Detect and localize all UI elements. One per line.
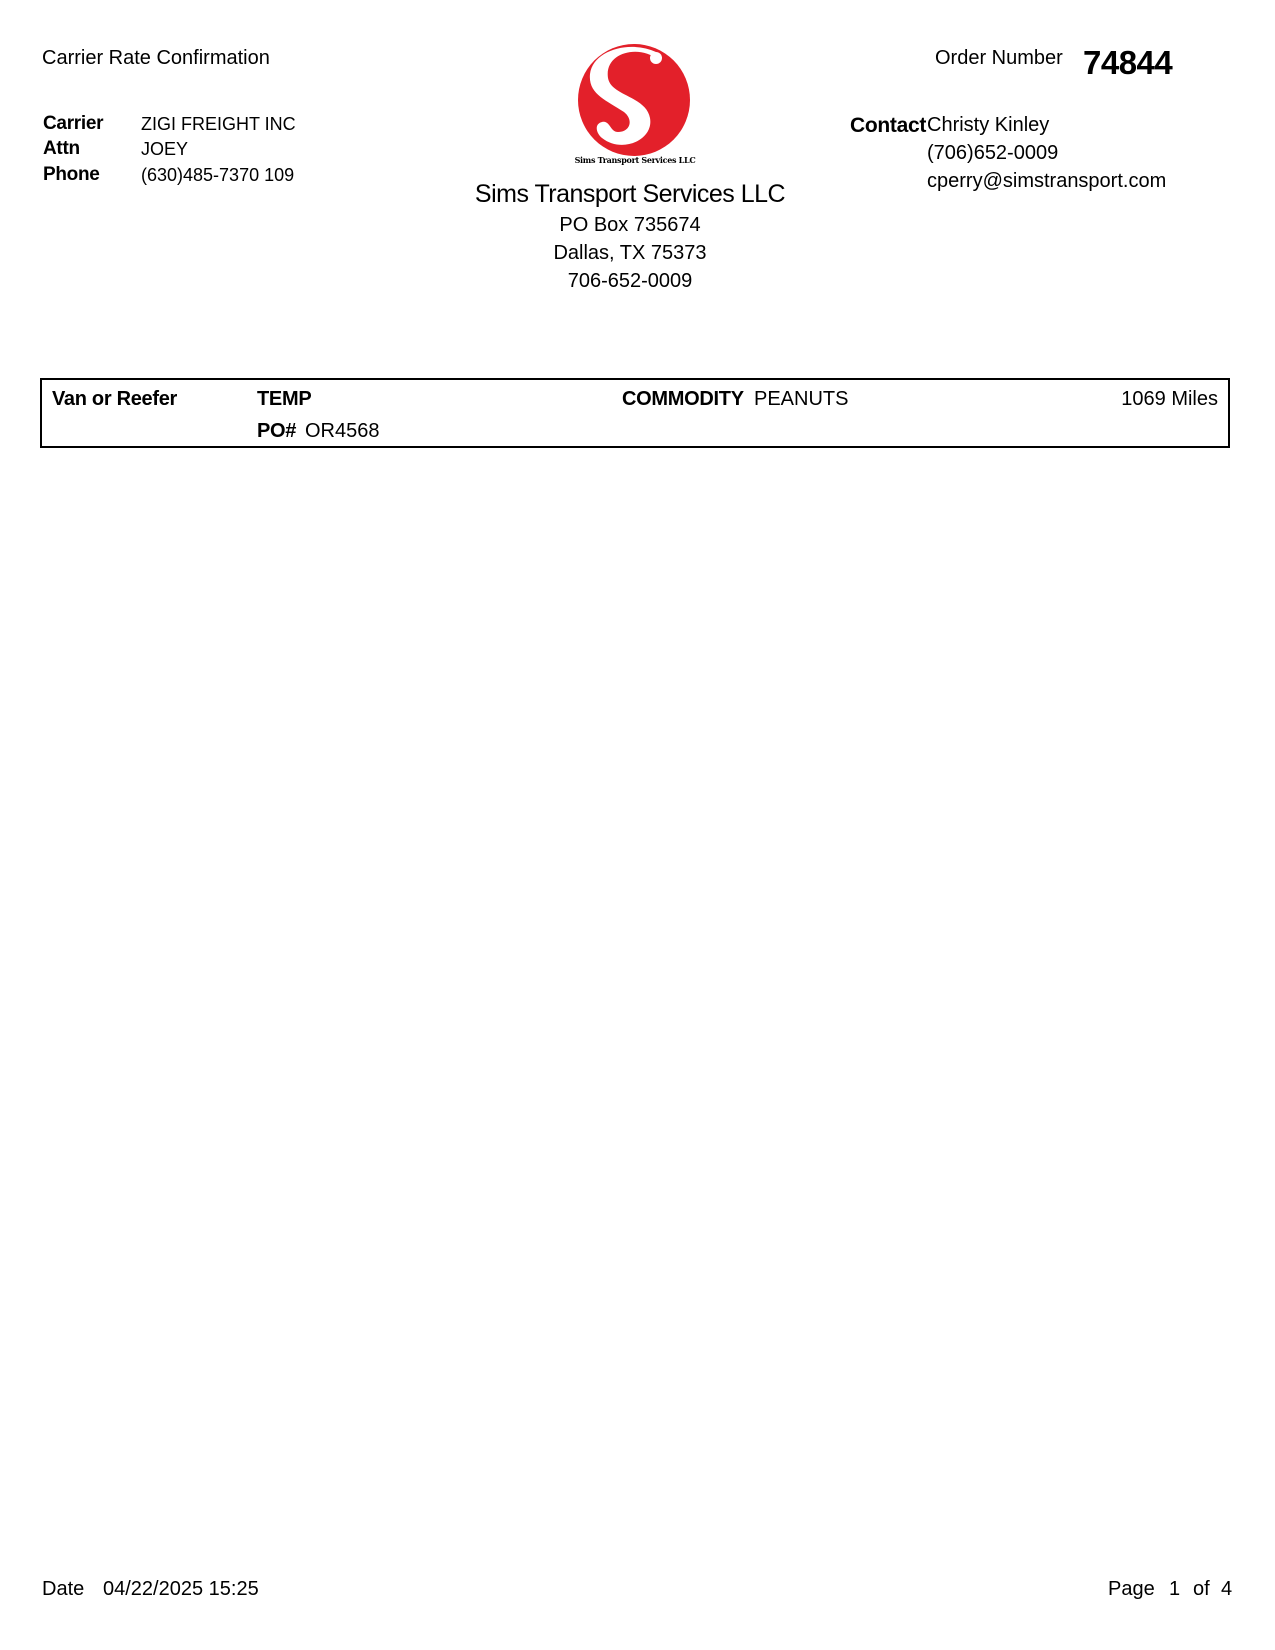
miles: 1069 Miles — [1121, 388, 1218, 410]
po-value: OR4568 — [305, 420, 380, 442]
contact-name: Christy Kinley — [927, 114, 1050, 136]
company-address-2: Dallas, TX 75373 — [553, 242, 707, 264]
logo-caption: Sims Transport Services LLC — [574, 155, 696, 165]
attn-label: Attn — [43, 138, 80, 159]
equipment-type: Van or Reefer — [52, 388, 178, 410]
carrier-value: ZIGI FREIGHT INC — [141, 114, 296, 134]
contact-label: Contact — [850, 114, 927, 137]
carrier-label: Carrier — [43, 113, 104, 134]
contact-phone: (706)652-0009 — [927, 142, 1059, 164]
date-label: Date — [42, 1578, 85, 1600]
document-title: Carrier Rate Confirmation — [42, 47, 270, 69]
company-name: Sims Transport Services LLC — [474, 180, 786, 208]
po-label: PO# — [257, 420, 297, 442]
date-value: 04/22/2025 15:25 — [103, 1578, 259, 1600]
page-of: of — [1193, 1578, 1210, 1600]
temp-label: TEMP — [257, 388, 312, 410]
commodity-label: COMMODITY — [622, 388, 744, 410]
order-number-label: Order Number — [935, 47, 1063, 69]
company-phone: 706-652-0009 — [567, 270, 693, 292]
commodity-value: PEANUTS — [754, 388, 849, 410]
page-total: 4 — [1221, 1578, 1233, 1600]
page-current: 1 — [1169, 1578, 1181, 1600]
company-address-1: PO Box 735674 — [559, 214, 701, 236]
contact-email: cperry@simstransport.com — [927, 170, 1167, 192]
company-block — [440, 180, 820, 293]
phone-value: (630)485-7370 109 — [141, 165, 295, 185]
logo-dot — [650, 52, 662, 64]
company-logo — [560, 38, 710, 170]
order-number: 74844 — [1083, 44, 1173, 81]
phone-label: Phone — [43, 164, 100, 185]
attn-value: JOEY — [141, 139, 189, 159]
page-label: Page — [1108, 1578, 1155, 1600]
load-info-box — [40, 378, 1230, 448]
